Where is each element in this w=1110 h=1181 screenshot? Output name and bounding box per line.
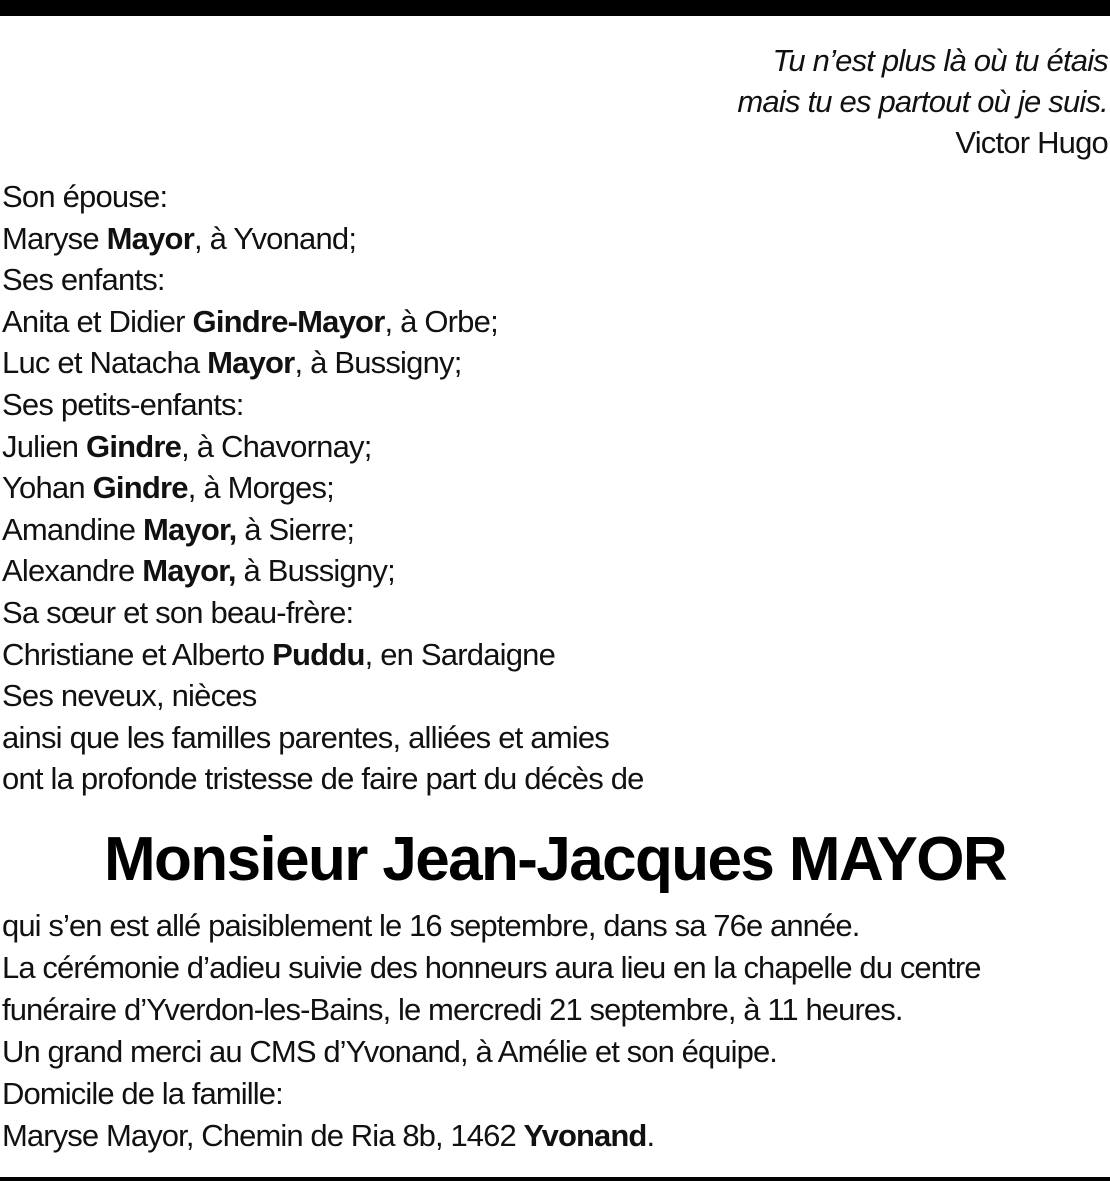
family-line-text: , à Chavornay; <box>181 428 372 464</box>
family-line-text: , à Bussigny; <box>294 345 462 381</box>
family-line-text: à Bussigny; <box>235 553 395 589</box>
family-line: Ses enfants: <box>2 262 165 298</box>
family-line-text: Luc et Natacha <box>2 345 208 381</box>
details-line-surname: Yvonand <box>523 1118 647 1153</box>
family-line-text: , à Yvonand; <box>193 220 357 256</box>
details-line <box>2 1115 981 1157</box>
family-line: Ses petits-enfants: <box>2 386 244 422</box>
epigraph-quote <box>737 40 1108 163</box>
family-line-surname: Gindre <box>92 470 188 506</box>
details-line: funéraire d’Yverdon-les-Bains, le mercredi 21 septembre, à 11 heures. <box>2 992 903 1027</box>
family-line <box>2 509 644 551</box>
details-line: La cérémonie d’adieu suivie des honneurs aura lieu en la chapelle du centre <box>2 950 981 985</box>
family-line: ont la profonde tristesse de faire part du décès de <box>2 761 644 797</box>
family-line <box>2 550 644 592</box>
family-line: ainsi que les familles parentes, alliées et amies <box>2 719 609 755</box>
family-line-text: Amandine <box>2 511 144 547</box>
family-line-surname: Mayor <box>207 345 295 381</box>
quote-line-2: mais tu es partout où je suis. <box>737 84 1108 119</box>
family-line-text: , en Sardaigne <box>364 636 556 672</box>
family-line-surname: Puddu <box>272 636 365 672</box>
family-line-text: à Sierre; <box>236 511 355 547</box>
family-line-surname: Gindre <box>86 428 182 464</box>
family-line-text: Yohan <box>2 470 93 506</box>
details-line: Un grand merci au CMS d’Yvonand, à Amélie et son équipe. <box>2 1034 778 1069</box>
family-line-surname: Mayor, <box>143 511 237 547</box>
top-border-rule <box>0 0 1110 16</box>
details-line-text: Maryse Mayor, Chemin de Ria 8b, 1462 <box>2 1118 524 1153</box>
family-line <box>2 218 644 260</box>
deceased-name: Monsieur Jean-Jacques MAYOR <box>103 825 1007 894</box>
details-line: qui s’en est allé paisiblement le 16 septembre, dans sa 76e année. <box>2 908 860 943</box>
family-line <box>2 467 644 509</box>
family-line-text: , à Orbe; <box>384 303 498 339</box>
family-line <box>2 342 644 384</box>
details-line-text: . <box>646 1118 655 1153</box>
family-line <box>2 634 644 676</box>
family-line-text: Christiane et Alberto <box>2 636 273 672</box>
family-line-surname: Mayor, <box>142 553 236 589</box>
bottom-border-rule <box>0 1177 1110 1181</box>
family-line-surname: Mayor <box>106 220 194 256</box>
quote-author: Victor Hugo <box>955 125 1108 160</box>
family-list <box>2 176 644 800</box>
family-line: Sa sœur et son beau-frère: <box>2 594 354 630</box>
quote-line-1: Tu n’est plus là où tu étais <box>772 43 1108 78</box>
family-line <box>2 301 644 343</box>
family-line-text: Alexandre <box>2 553 143 589</box>
family-line-text: , à Morges; <box>187 470 334 506</box>
announcement-details <box>2 905 981 1157</box>
family-line <box>2 426 644 468</box>
family-line: Ses neveux, nièces <box>2 678 257 714</box>
details-line: Domicile de la famille: <box>2 1076 283 1111</box>
family-line-surname: Gindre-Mayor <box>192 303 385 339</box>
family-line-text: Anita et Didier <box>2 303 193 339</box>
family-line: Son épouse: <box>2 179 168 214</box>
family-line-text: Julien <box>2 428 87 464</box>
family-line-text: Maryse <box>2 220 107 256</box>
